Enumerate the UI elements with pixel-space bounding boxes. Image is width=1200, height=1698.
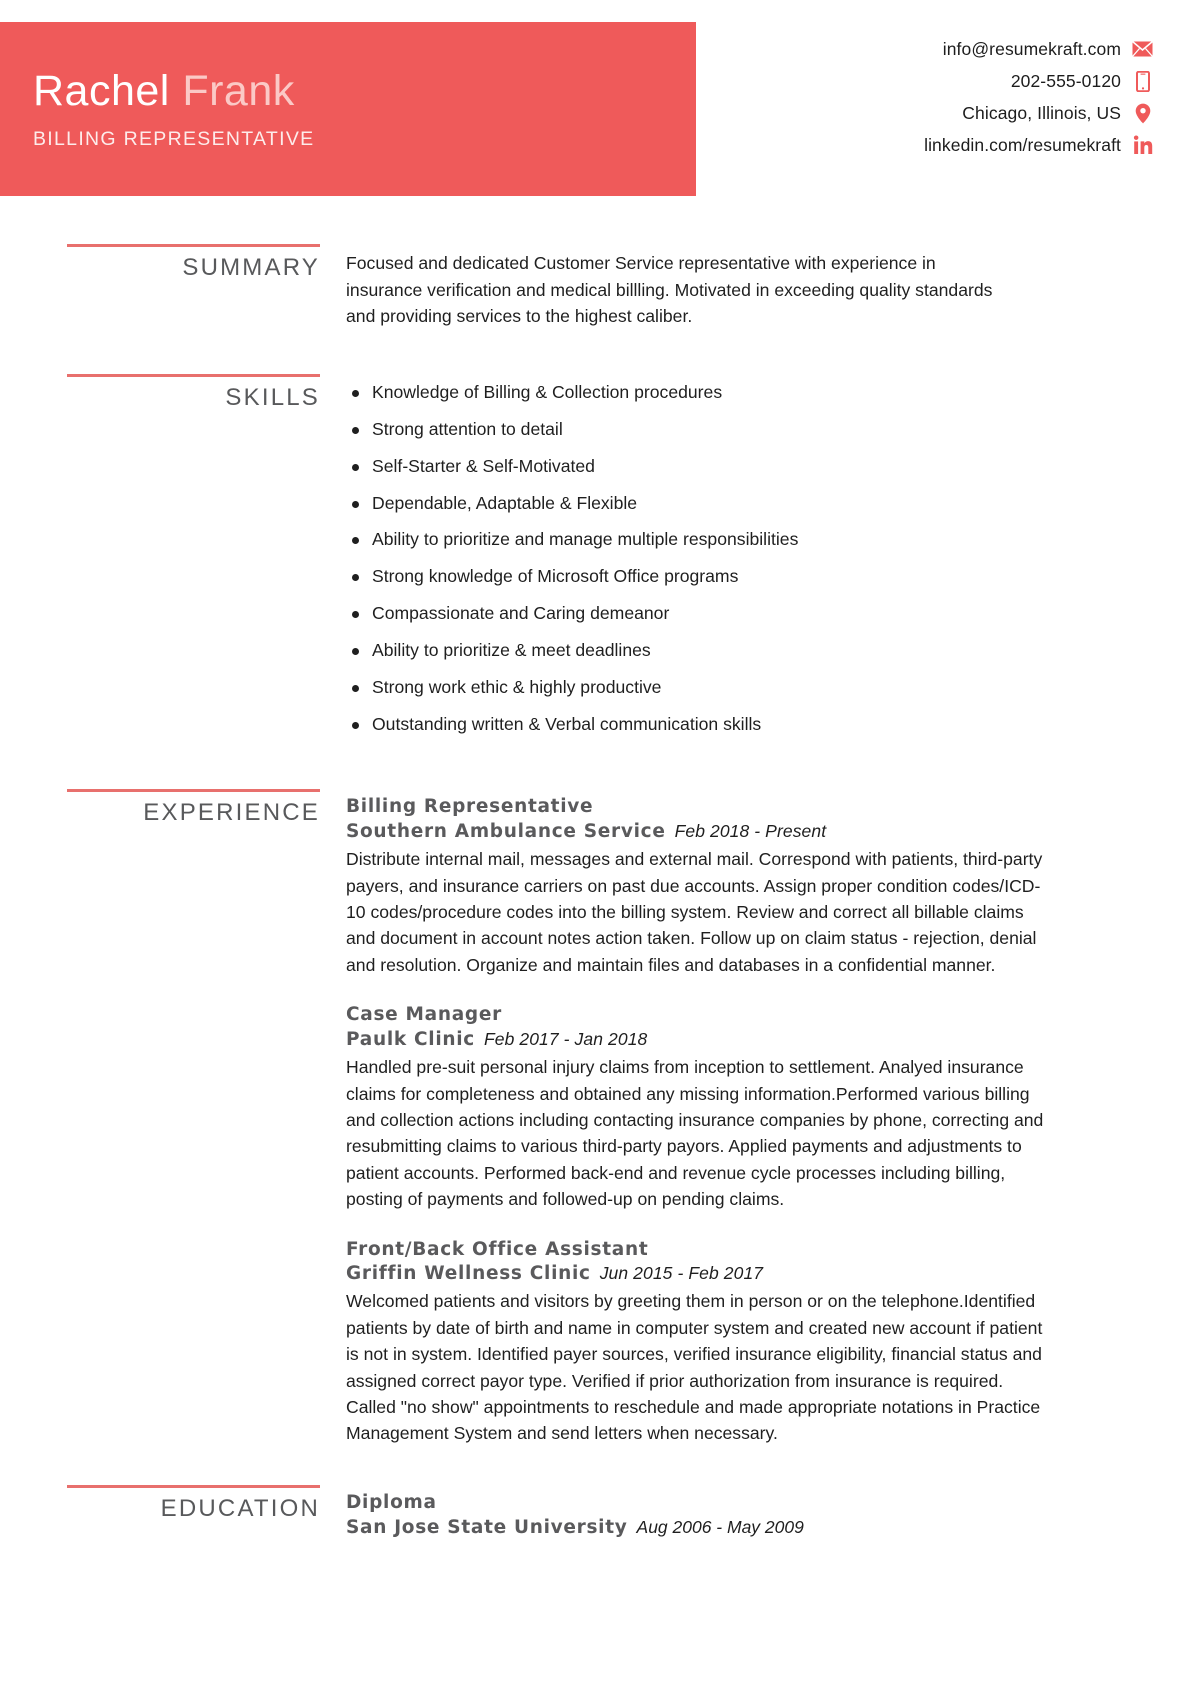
section-rule bbox=[67, 244, 320, 247]
job-company: Southern Ambulance Service bbox=[346, 821, 666, 843]
list-item: Ability to prioritize & meet deadlines bbox=[346, 638, 1153, 663]
experience-entry bbox=[346, 1003, 1153, 1212]
education-school: San Jose State University bbox=[346, 1516, 628, 1538]
summary-label-col bbox=[0, 244, 346, 280]
list-item: Strong knowledge of Microsoft Office programs bbox=[346, 564, 1153, 589]
section-rule bbox=[67, 789, 320, 792]
experience-entry bbox=[346, 795, 1153, 978]
education-content bbox=[346, 1485, 1153, 1541]
envelope-icon bbox=[1132, 39, 1153, 60]
linkedin-icon bbox=[1132, 135, 1153, 156]
list-item: Knowledge of Billing & Collection procedures bbox=[346, 380, 1153, 405]
list-item: Strong attention to detail bbox=[346, 417, 1153, 442]
experience-entry bbox=[346, 1238, 1153, 1447]
experience-label-col bbox=[0, 789, 346, 825]
linkedin-text: linkedin.com/resumekraft bbox=[924, 134, 1121, 155]
contact-row-linkedin[interactable] bbox=[924, 132, 1153, 158]
section-heading-experience: EXPERIENCE bbox=[143, 799, 320, 827]
contact-block bbox=[924, 36, 1153, 158]
list-item: Ability to prioritize and manage multiple responsibilities bbox=[346, 527, 1153, 552]
mobile-phone-icon bbox=[1132, 71, 1153, 92]
job-company: Griffin Wellness Clinic bbox=[346, 1263, 591, 1285]
section-education bbox=[0, 1485, 1153, 1541]
section-experience bbox=[0, 789, 1153, 1446]
list-item: Outstanding written & Verbal communication skills bbox=[346, 712, 1153, 737]
section-summary bbox=[0, 244, 1153, 330]
job-dates: Feb 2018 - Present bbox=[674, 821, 827, 842]
job-dates: Jun 2015 - Feb 2017 bbox=[599, 1263, 764, 1284]
job-description: Welcomed patients and visitors by greeting them in person or on the telephone.Identified patients by date of birth and name in computer system and created new account if patient is not in system. Identified payer sources, verified insurance eligibility, financial status and assigned correct payor type. Verified if prior authorization from insurance is required. Called "no show" appointments to reschedule and made appropriate notations in Practice Management System and send letters when necessary. bbox=[346, 1291, 1043, 1444]
section-skills bbox=[0, 374, 1153, 748]
skills-label-col bbox=[0, 374, 346, 410]
job-meta bbox=[346, 1262, 1153, 1287]
section-heading-skills: SKILLS bbox=[225, 384, 320, 412]
skills-list bbox=[346, 380, 1153, 736]
job-role: Case Manager bbox=[346, 1004, 502, 1026]
section-heading-summary: SUMMARY bbox=[182, 254, 320, 281]
list-item: Dependable, Adaptable & Flexible bbox=[346, 491, 1153, 516]
job-meta bbox=[346, 1028, 1153, 1053]
job-meta bbox=[346, 820, 1153, 845]
resume-header bbox=[0, 0, 1200, 196]
job-description: Handled pre-suit personal injury claims from inception to settlement. Analyed insurance claims for completeness and obtained any missing information.Performed various billing and collection actions including contacting insurance companies by phone, correcting and resubmitting claims to various third-party payors. Applied payments and adjustments to patient accounts. Performed back-end and revenue cycle processes including billing, posting of payments and followed-up on pending claims. bbox=[346, 1057, 1044, 1210]
job-description: Distribute internal mail, messages and external mail. Correspond with patients, third-party payers, and insurance carriers on past due accounts. Assign proper condition codes/ICD-10 codes/procedure codes into the billing system. Review and correct all billable claims and document in account notes action taken. Follow up on claim status - rejection, denial and resolution. Organize and maintain files and databases in a confidential manner. bbox=[346, 849, 1043, 975]
resume-body bbox=[0, 244, 1200, 1541]
job-dates: Feb 2017 - Jan 2018 bbox=[483, 1029, 648, 1050]
education-entry bbox=[346, 1491, 1153, 1541]
location-pin-icon bbox=[1132, 103, 1153, 124]
section-heading-education: EDUCATION bbox=[160, 1494, 320, 1522]
section-rule bbox=[67, 374, 320, 377]
location-text: Chicago, Illinois, US bbox=[962, 102, 1121, 123]
skills-content bbox=[346, 374, 1153, 748]
summary-content bbox=[346, 244, 1153, 330]
last-name: Frank bbox=[182, 67, 295, 116]
section-rule bbox=[67, 1485, 320, 1488]
phone-text: 202-555-0120 bbox=[1010, 70, 1121, 91]
education-dates: Aug 2006 - May 2009 bbox=[636, 1516, 804, 1537]
education-degree: Diploma bbox=[346, 1491, 437, 1513]
education-meta bbox=[346, 1516, 1153, 1541]
header-job-title: BILLING REPRESENTATIVE bbox=[33, 127, 315, 150]
full-name bbox=[33, 67, 696, 116]
list-item: Strong work ethic & highly productive bbox=[346, 675, 1153, 700]
list-item: Self-Starter & Self-Motivated bbox=[346, 454, 1153, 479]
contact-row-phone[interactable] bbox=[924, 68, 1153, 94]
contact-row-location[interactable] bbox=[924, 100, 1153, 126]
summary-text: Focused and dedicated Customer Service representative with experience in insurance verification and medical billling. Motivated in exceeding quality standards and providing services to the highest caliber. bbox=[346, 253, 993, 327]
job-role: Front/Back Office Assistant bbox=[346, 1238, 649, 1260]
list-item: Compassionate and Caring demeanor bbox=[346, 601, 1153, 626]
email-text: info@resumekraft.com bbox=[942, 38, 1121, 59]
experience-content bbox=[346, 789, 1153, 1446]
job-company: Paulk Clinic bbox=[346, 1029, 475, 1051]
education-label-col bbox=[0, 1485, 346, 1521]
job-role: Billing Representative bbox=[346, 796, 594, 818]
first-name: Rachel bbox=[33, 67, 170, 116]
name-banner bbox=[0, 22, 696, 196]
contact-row-email[interactable] bbox=[924, 36, 1153, 62]
